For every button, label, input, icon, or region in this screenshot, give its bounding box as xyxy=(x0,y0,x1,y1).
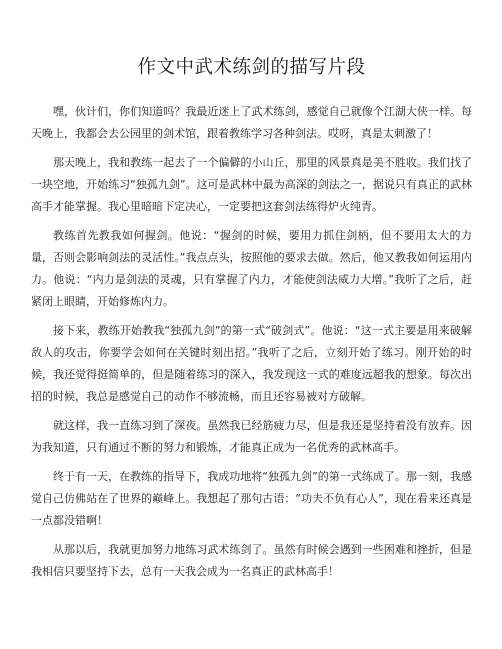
paragraph-5: 就这样，我一直练习到了深夜。虽然我已经筋疲力尽，但是我还是坚持着没有放弃。因为我知道，只有通过不断的努力和锻炼，才能真正成为一名优秀的武林高手。 xyxy=(31,419,472,454)
paragraph-2: 那天晚上，我和教练一起去了一个偏僻的小山丘，那里的风景真是美不胜收。我们找了一块空地，开始练习“独孤九剑”。这可是武林中最为高深的剑法之一，据说只有真正的武林高手才能掌握。我心里暗暗下定决心，一定要把这套剑法练得炉火纯青。 xyxy=(31,156,472,213)
document-title: 作文中武术练剑的描写片段 xyxy=(137,57,366,78)
paragraph-7: 从那以后，我就更加努力地练习武术练剑了。虽然有时候会遇到一些困难和挫折，但是我相信只要坚持下去，总有一天我会成为一名真正的武林高手！ xyxy=(31,543,472,578)
paragraph-3: 教练首先教我如何握剑。他说：“握剑的时候，要用力抓住剑柄，但不要用太大的力量，否则会影响剑法的灵活性。”我点点头，按照他的要求去做。然后，他又教我如何运用内力。他说：“内力是剑法的灵魂，只有掌握了内力，才能使剑法威力大增。”我听了之后，赶紧闭上眼睛，开始修炼内力。 xyxy=(31,229,472,308)
paragraph-4: 接下来，教练开始教我“独孤九剑”的第一式“破剑式”。他说：“这一式主要是用来破解敌人的攻击，你要学会如何在关键时刻出招。”我听了之后，立刻开始了练习。刚开始的时候，我还觉得挺简单的，但是随着练习的深入，我发现这一式的难度远超我的想象。每次出招的时候，我总是感觉自己的动作不够流畅，而且还容易被对方破解。 xyxy=(31,324,472,403)
paragraph-6: 终于有一天，在教练的指导下，我成功地将“独孤九剑”的第一式练成了。那一刻，我感觉自己仿佛站在了世界的巅峰上。我想起了那句古语：“功夫不负有心人”，现在看来还真是一点都没错啊！ xyxy=(31,470,472,527)
paragraph-1: 嘿，伙计们，你们知道吗？我最近迷上了武术练剑，感觉自己就像个江湖大侠一样。每天晚上，我都会去公园里的剑术馆，跟着教练学习各种剑法。哎呀，真是太刺激了！ xyxy=(31,105,472,140)
